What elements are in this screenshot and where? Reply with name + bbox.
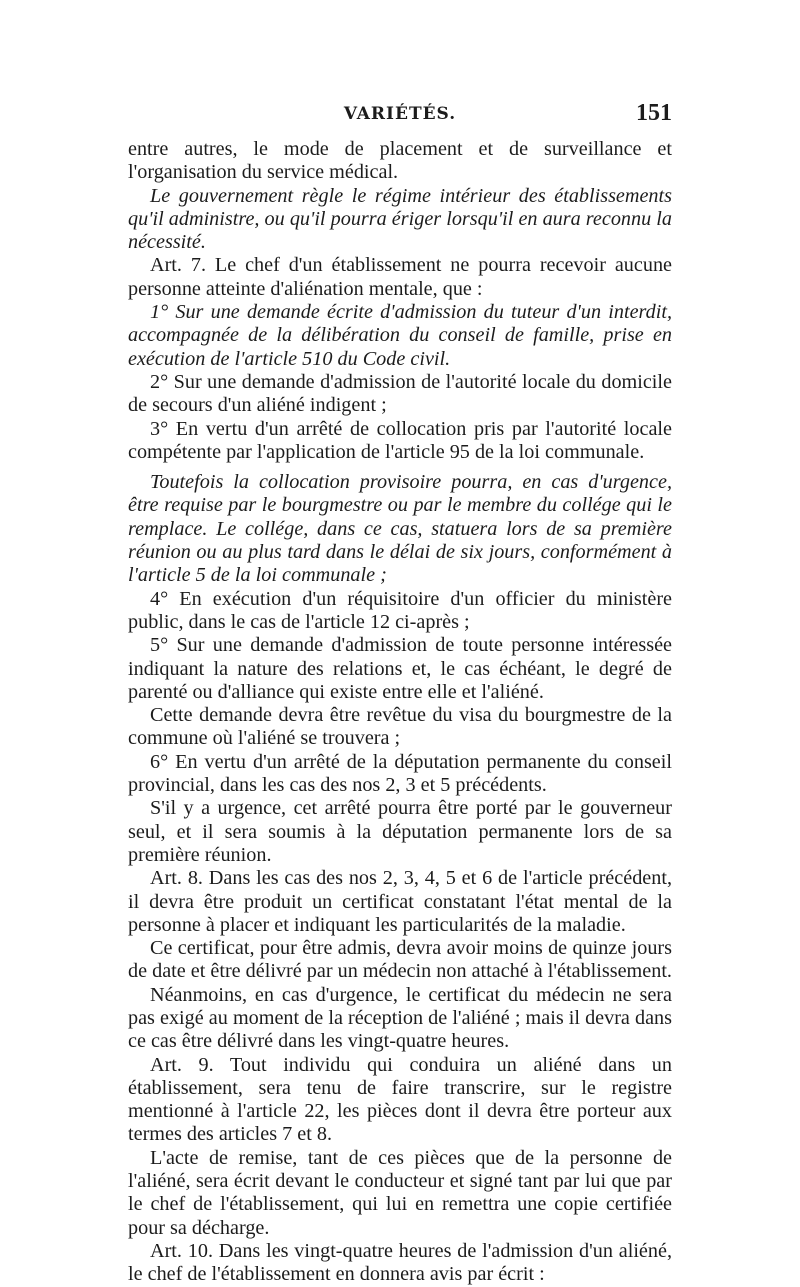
paragraph: entre autres, le mode de placement et de surveillance et l'organisation du service médical. [128,138,672,184]
paragraph: Art. 7. Le chef d'un établissement ne pourra recevoir aucune personne atteinte d'aliénation mentale, que : [128,254,672,300]
paragraph: Ce certificat, pour être admis, devra avoir moins de quinze jours de date et être délivré par un médecin non attaché à l'établissement. [128,937,672,983]
running-head: VARIÉTÉS. [343,104,457,124]
paragraph: Cette demande devra être revêtue du visa du bourgmestre de la commune où l'aliéné se trouvera ; [128,704,672,750]
paragraph: S'il y a urgence, cet arrêté pourra être porté par le gouverneur seul, et il sera soumis à la députation permanente lors de sa première réunion. [128,797,672,866]
paragraph: 5° Sur une demande d'admission de toute personne intéressée indiquant la nature des relations et, le cas échéant, le degré de parenté ou d'alliance qui existe entre elle et l'aliéné. [128,634,672,703]
paragraph: Art. 10. Dans les vingt-quatre heures de l'admission d'un aliéné, le chef de l'établissement en donnera avis par écrit : [128,1239,672,1286]
body-text [128,138,672,1287]
paragraph: Art. 8. Dans les cas des nos 2, 3, 4, 5 et 6 de l'article précédent, il devra être produit un certificat constatant l'état mental de la personne à placer et indiquant les particularités de la maladie. [128,867,672,936]
paragraph: Toutefois la collocation provisoire pourra, en cas d'urgence, être requise par le bourgmestre ou par le membre du collége qui le remplace. Le collége, dans ce cas, statuera lors de sa première réunion ou au plus tard dans le délai de six jours, conformément à l'article 5 de la loi communale ; [128,471,672,587]
paragraph: 3° En vertu d'un arrêté de collocation pris par l'autorité locale compétente par l'application de l'article 95 de la loi communale. [128,417,672,463]
paragraph: 4° En exécution d'un réquisitoire d'un officier du ministère public, dans le cas de l'article 12 ci-après ; [128,587,672,633]
paragraph: Art. 9. Tout individu qui conduira un aliéné dans un établissement, sera tenu de faire transcrire, sur le registre mentionné à l'article 22, les pièces dont il devra être porteur aux termes des articles 7 et 8. [128,1053,672,1146]
page-header [128,100,672,132]
paragraph: L'acte de remise, tant de ces pièces que de la personne de l'aliéné, sera écrit devant le conducteur et signé tant par lui que par le chef de l'établissement, qui lui en remettra une copie certifiée pour sa décharge. [128,1146,672,1239]
paragraph: Néanmoins, en cas d'urgence, le certificat du médecin ne sera pas exigé au moment de la réception de l'aliéné ; mais il devra dans ce cas être délivré dans les vingt-quatre heures. [128,983,672,1053]
paragraph: Le gouvernement règle le régime intérieur des établissements qu'il administre, ou qu'il pourra ériger lorsqu'il en aura reconnu la nécessité. [128,184,672,254]
paragraph: 6° En vertu d'un arrêté de la députation permanente du conseil provincial, dans les cas des nos 2, 3 et 5 précédents. [128,750,672,797]
page-number: 151 [636,100,672,126]
paragraph: 2° Sur une demande d'admission de l'autorité locale du domicile de secours d'un aliéné indigent ; [128,370,672,417]
paragraph: 1° Sur une demande écrite d'admission du tuteur d'un interdit, accompagnée de la délibération du conseil de famille, prise en exécution de l'article 510 du Code civil. [128,301,672,370]
